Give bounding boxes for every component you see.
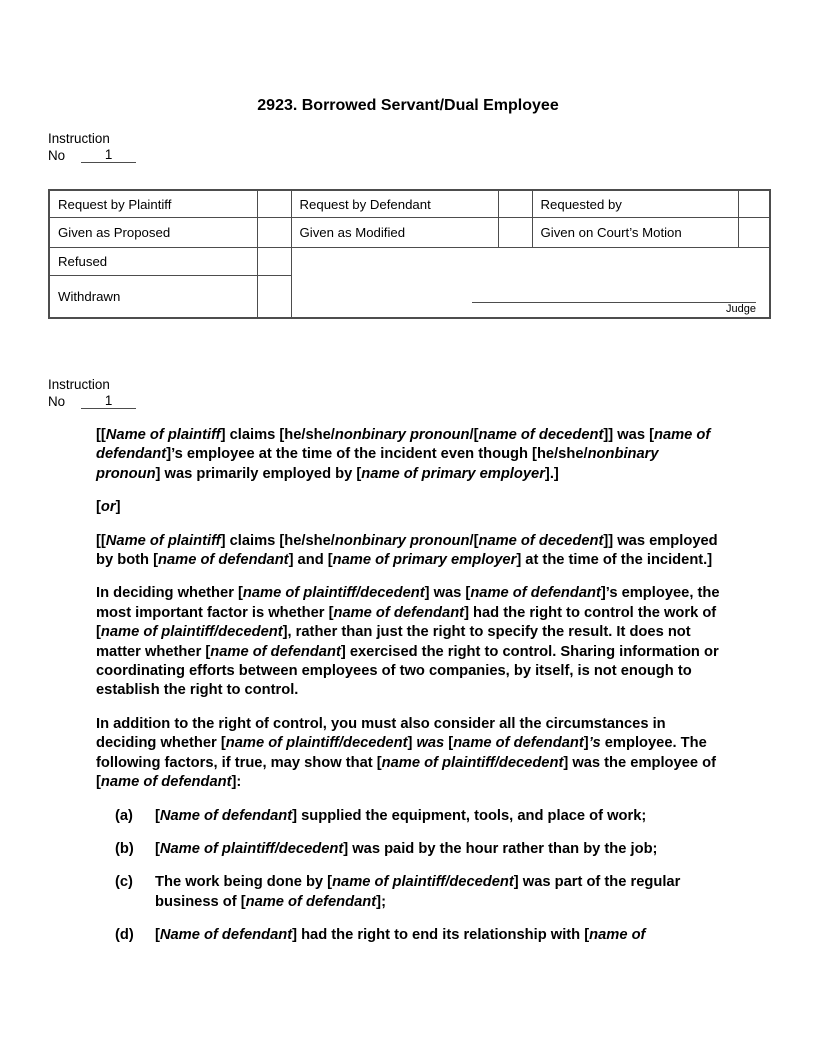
instruction-paragraph: In deciding whether [name of plaintiff/decedent] was [name of defendant]’s employee, the most important factor is whether [name of defendant] had the right to control the work of [name of plaintiff/decedent], rather than just the right to specify the result. It does not matter whether [name of defendant] exercised the right to control. Sharing information or coordinating efforts between employees of two companies, by itself, is not enough to establish the right to control.	[96, 585, 720, 699]
list-marker: (d)	[115, 927, 134, 944]
checkbox-request-by-plaintiff[interactable]	[257, 190, 291, 218]
instruction-number-block-top	[48, 131, 136, 163]
factor-list-item-b	[96, 840, 726, 859]
instruction-status-table	[48, 189, 771, 319]
checkbox-given-as-proposed[interactable]	[257, 218, 291, 248]
instruction-label: Instruction	[48, 377, 110, 392]
instruction-number: 1	[104, 392, 113, 408]
judge-signature-line[interactable]	[472, 302, 757, 303]
factor-list-item-c	[96, 873, 726, 912]
label-given-on-courts-motion: Given on Court’s Motion	[532, 218, 738, 248]
list-item-text: The work being done by [name of plaintiff/decedent] was part of the regular business of [name of defendant];	[155, 874, 681, 910]
instruction-number-block-bottom	[48, 377, 136, 409]
factor-list-item-d	[96, 926, 726, 945]
checkbox-given-on-courts-motion[interactable]	[738, 218, 770, 248]
instruction-number-blank-top[interactable]	[81, 147, 136, 164]
instruction-number: 1	[104, 146, 113, 162]
label-requested-by: Requested by	[532, 190, 738, 218]
instruction-paragraph-or: [or]	[96, 499, 121, 516]
list-item-text: [Name of defendant] supplied the equipment, tools, and place of work;	[155, 807, 647, 824]
checkbox-refused[interactable]	[257, 248, 291, 276]
list-marker: (c)	[115, 874, 133, 891]
judge-signature-cell	[291, 248, 770, 319]
instruction-number-blank-bottom[interactable]	[81, 393, 136, 410]
checkbox-given-as-modified[interactable]	[498, 218, 532, 248]
instruction-label: Instruction	[48, 131, 110, 146]
label-given-as-modified: Given as Modified	[291, 218, 498, 248]
label-refused: Refused	[49, 248, 257, 276]
label-request-by-defendant: Request by Defendant	[291, 190, 498, 218]
judge-label: Judge	[726, 303, 756, 315]
list-marker: (a)	[115, 807, 133, 824]
list-item-text: [Name of defendant] had the right to end its relationship with [name of	[155, 927, 646, 944]
instruction-paragraph: In addition to the right of control, you must also consider all the circumstances in deciding whether [name of plaintiff/decedent] was [name of defendant]’s employee. The following factors, if true, may show that [name of plaintiff/decedent] was the employee of [name of defendant]:	[96, 715, 716, 791]
label-given-as-proposed: Given as Proposed	[49, 218, 257, 248]
label-request-by-plaintiff: Request by Plaintiff	[49, 190, 257, 218]
list-marker: (b)	[115, 840, 134, 857]
page-title: 2923. Borrowed Servant/Dual Employee	[257, 97, 559, 114]
checkbox-request-by-defendant[interactable]	[498, 190, 532, 218]
instruction-body	[96, 426, 726, 946]
instruction-no-label: No	[48, 147, 66, 163]
instruction-no-label: No	[48, 393, 66, 409]
instruction-paragraph: [[Name of plaintiff] claims [he/she/nonbinary pronoun/[name of decedent]] was [name of defendant]’s employee at the time of the incident even though [he/she/nonbinary pronoun] was primarily employed by [name of primary employer].]	[96, 427, 711, 482]
checkbox-requested-by[interactable]	[738, 190, 770, 218]
instruction-paragraph: [[Name of plaintiff] claims [he/she/nonbinary pronoun/[name of decedent]] was employed by both [name of defendant] and [name of primary employer] at the time of the incident.]	[96, 532, 718, 569]
list-item-text: [Name of plaintiff/decedent] was paid by the hour rather than by the job;	[155, 840, 658, 857]
checkbox-withdrawn[interactable]	[257, 276, 291, 319]
label-withdrawn: Withdrawn	[49, 276, 257, 319]
factor-list-item-a	[96, 807, 726, 826]
